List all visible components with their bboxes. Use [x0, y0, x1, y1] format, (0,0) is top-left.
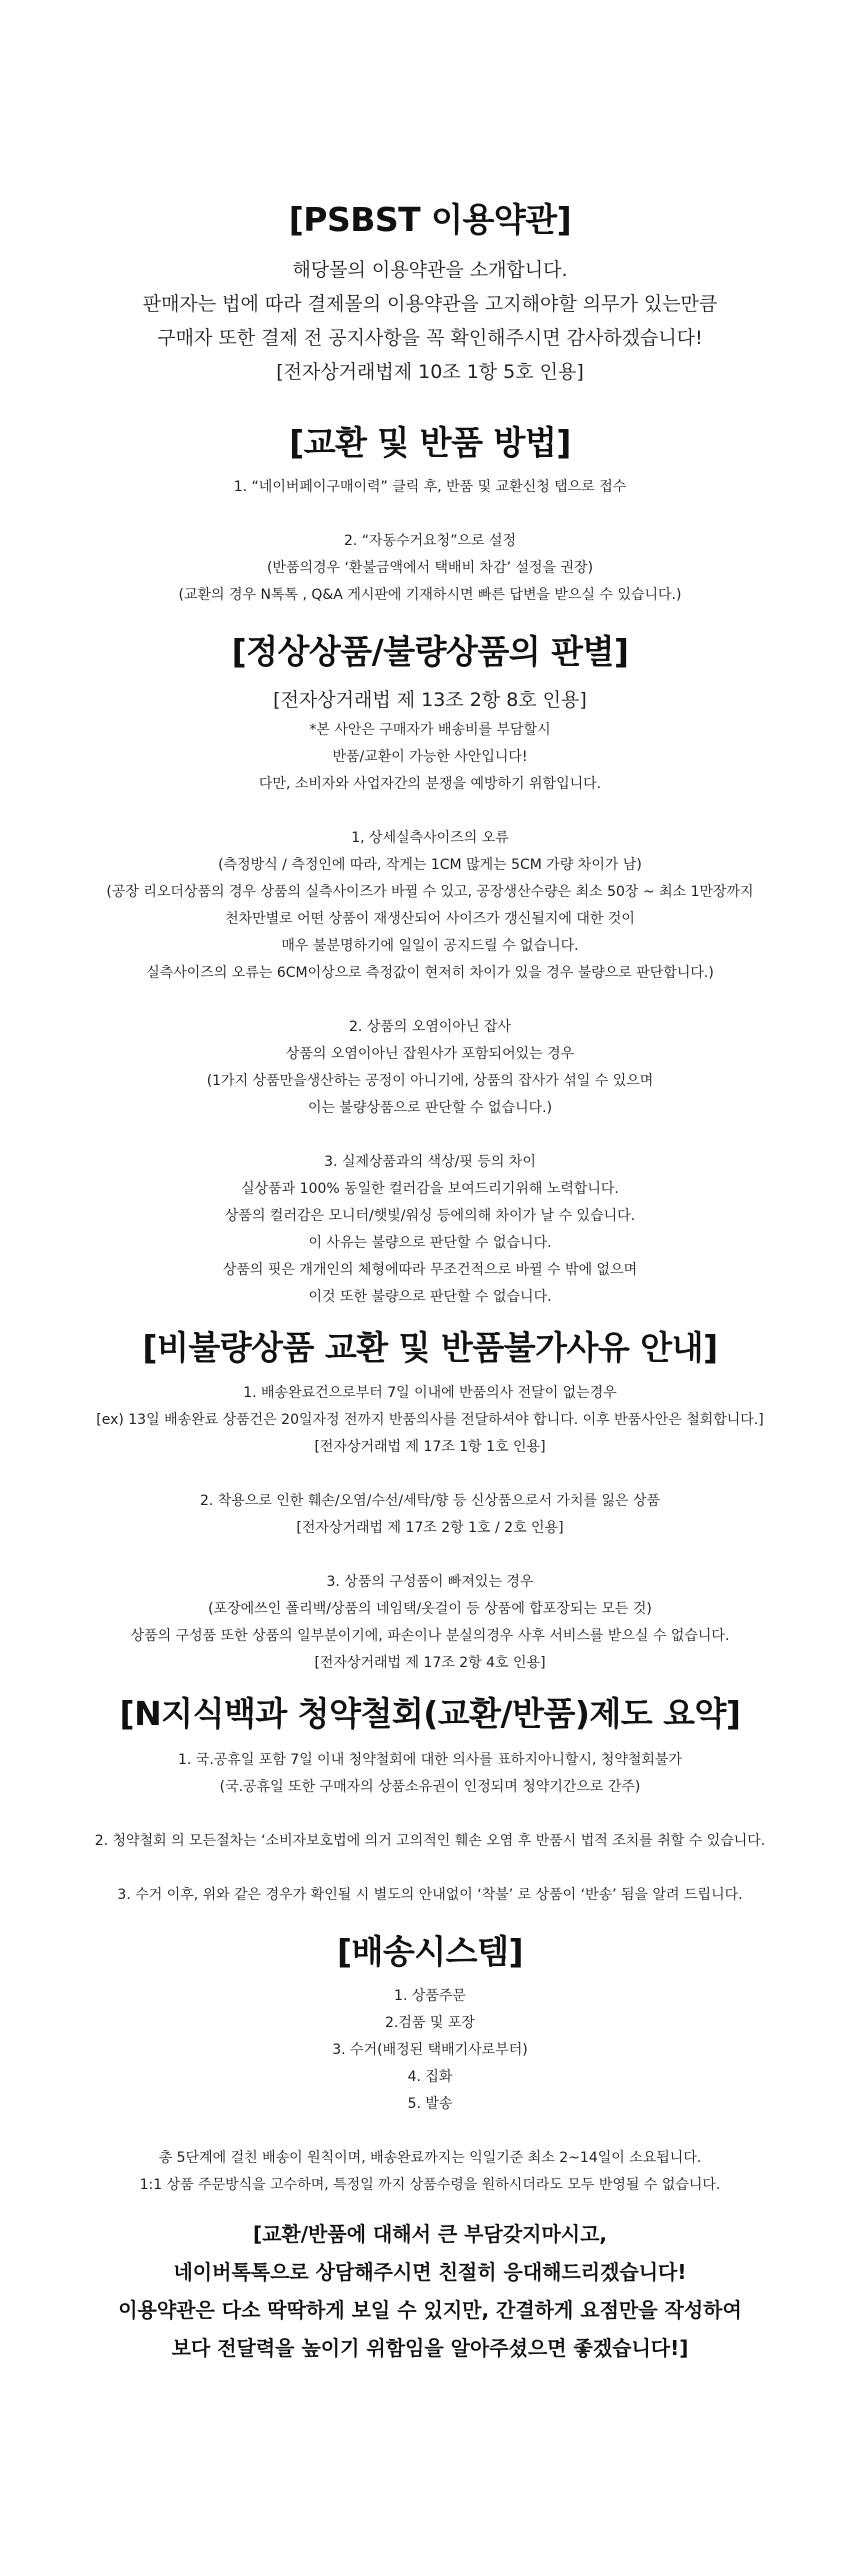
withdrawal-text: [0, 1747, 860, 1909]
nondefect-item2-line: [전자상거래법 제 17조 2항 1호 / 2호 인용]: [296, 1520, 564, 1536]
defect-item3-line: 3. 실제상품과의 색상/핏 등의 차이: [324, 1154, 536, 1170]
terms-title: [PSBST 이용약관]: [288, 200, 572, 239]
defect-note: 반품/교환이 가능한 사안입니다!: [332, 749, 528, 765]
defect-item2-line: 상품의 오염이아닌 잡원사가 포함되어있는 경우: [285, 1046, 575, 1062]
exchange-line: 1. “네이버페이구매이력” 클릭 후, 반품 및 교환신청 탭으로 접수: [233, 479, 627, 495]
nondefect-item1-line: 1. 배송완료건으로부터 7일 이내에 반품의사 전달이 없는경우: [243, 1385, 617, 1401]
exchange-text: [0, 474, 860, 609]
nondefect-item2-line: 2. 착용으로 인한 훼손/오염/수선/세탁/향 등 신상품으로서 가치를 잃은 상품: [199, 1493, 661, 1509]
delivery-title: [배송시스템]: [336, 1932, 524, 1971]
defect-item1-line: (공장 리오더상품의 경우 상품의 실측사이즈가 바뀔 수 있고, 공장생산수량은 최소 50장 ~ 최소 1만장까지: [106, 884, 754, 900]
delivery-step: 1. 상품주문: [394, 1988, 466, 2004]
defect-note: *본 사안은 구매자가 배송비를 부담할시: [309, 722, 551, 738]
delivery-step: 3. 수거(배정된 택배기사로부터): [332, 2042, 528, 2058]
intro-line: 구매자 또한 결제 전 공지사항을 꼭 확인해주시면 감사하겠습니다!: [157, 327, 703, 349]
intro-text: [0, 253, 860, 389]
exchange-line: 2. “자동수거요청”으로 설정: [343, 533, 516, 549]
closing-line: 보다 전달력을 높이기 위함임을 알아주셨으면 좋겠습니다!]: [171, 2336, 689, 2360]
defect-item3-line: 상품의 핏은 개개인의 체형에따라 무조건적으로 바뀔 수 밖에 없으며: [222, 1262, 638, 1278]
delivery-step: 2.검품 및 포장: [385, 2015, 475, 2031]
withdrawal-item3-line: 3. 수거 이후, 위와 같은 경우가 확인될 시 별도의 안내없이 ‘착불’ 로 상품이 ‘반송’ 됨을 알려 드립니다.: [117, 1887, 743, 1903]
exchange-title: [교환 및 반품 방법]: [289, 423, 571, 462]
defect-item2-line: 이는 불량상품으로 판단할 수 없습니다.): [307, 1100, 553, 1116]
nondefect-item3-line: (포장에쓰인 폴리백/상품의 네임택/옷걸이 등 상품에 합포장되는 모든 것): [208, 1601, 652, 1617]
withdrawal-title: [N지식백과 청약철회(교환/반품)제도 요약]: [119, 1694, 741, 1733]
delivery-step: 4. 집화: [407, 2069, 453, 2085]
withdrawal-item1-line: 1. 국.공휴일 포함 7일 이내 청약철회에 대한 의사를 표하지아니할시, 청약철회불가: [178, 1752, 682, 1768]
withdrawal-item2-line: 2. 청약철회 의 모든절차는 ‘소비자보호법에 의거 고의적인 훼손 오염 후 반품시 법적 조치를 취할 수 있습니다.: [94, 1833, 766, 1849]
defect-item1-line: 매우 불분명하기에 일일이 공지드릴 수 없습니다.: [281, 938, 579, 954]
defect-item1-line: (측정방식 / 측정인에 따라, 작게는 1CM 많게는 5CM 가량 차이가 남): [218, 857, 642, 873]
delivery-note: 총 5단계에 걸친 배송이 원칙이며, 배송완료까지는 익일기준 최소 2~14일이 소요됩니다.: [158, 2150, 702, 2166]
defect-text: [0, 717, 860, 1311]
defect-item1-line: 천차만별로 어떤 상품이 재생산되어 사이즈가 갱신될지에 대한 것이: [225, 911, 635, 927]
nondefect-item3-line: [전자상거래법 제 17조 2항 4호 인용]: [314, 1655, 546, 1671]
defect-item3-line: 실상품과 100% 동일한 컬러감을 보여드리기위해 노력합니다.: [241, 1181, 619, 1197]
intro-line: [전자상거래법제 10조 1항 5호 인용]: [276, 361, 584, 383]
defect-note: 다만, 소비자와 사업자간의 분쟁을 예방하기 위함입니다.: [258, 776, 602, 792]
defect-item2-line: 2. 상품의 오염이아닌 잡사: [349, 1019, 511, 1035]
defect-title: [정상상품/불량상품의 판별]: [231, 632, 629, 671]
nondefect-item1-line: [ex) 13일 배송완료 상품건은 20일자정 전까지 반품의사를 전달하셔야 합니다. 이후 반품사안은 철회합니다.]: [96, 1412, 764, 1428]
closing-message: [0, 2215, 860, 2367]
intro-line: 해당몰의 이용약관을 소개합니다.: [292, 259, 568, 281]
closing-line: [교환/반품에 대해서 큰 부담갖지마시고,: [252, 2222, 608, 2246]
exchange-line: (반품의경우 ‘환불금액에서 택배비 차감’ 설정을 권장): [266, 560, 594, 576]
nondefect-item3-line: 상품의 구성품 또한 상품의 일부분이기에, 파손이나 분실의경우 사후 서비스를 받으실 수 없습니다.: [130, 1628, 730, 1644]
delivery-step: 5. 발송: [407, 2096, 453, 2112]
delivery-note: 1:1 상품 주문방식을 고수하며, 특정일 까지 상품수령을 원하시더라도 모두 반영될 수 없습니다.: [139, 2177, 721, 2193]
nondefect-text: [0, 1380, 860, 1677]
closing-line: 이용약관은 다소 딱딱하게 보일 수 있지만, 간결하게 요점만을 작성하여: [118, 2298, 742, 2322]
defect-item3-line: 이 사유는 불량으로 판단할 수 없습니다.: [308, 1235, 552, 1251]
nondefect-title: [비불량상품 교환 및 반품불가사유 안내]: [142, 1328, 718, 1367]
defect-subtitle: [전자상거래법 제 13조 2항 8호 인용]: [273, 689, 587, 711]
intro-line: 판매자는 법에 따라 결제몰의 이용약관을 고지해야할 의무가 있는만큼: [142, 293, 718, 315]
delivery-text: [0, 1983, 860, 2199]
exchange-line: (교환의 경우 N톡톡 , Q&A 게시판에 기재하시면 빠른 답변을 받으실 수 있습니다.): [178, 587, 682, 603]
nondefect-item1-line: [전자상거래법 제 17조 1항 1호 인용]: [314, 1439, 546, 1455]
closing-line: 네이버톡톡으로 상담해주시면 친절히 응대해드리겠습니다!: [173, 2260, 687, 2284]
defect-item3-line: 상품의 컬러감은 모니터/햇빛/워싱 등에의해 차이가 날 수 있습니다.: [224, 1208, 636, 1224]
defect-item1-line: 실측사이즈의 오류는 6CM이상으로 측정값이 현저히 차이가 있을 경우 불량으로 판단합니다.): [146, 965, 714, 981]
withdrawal-item1-line: (국.공휴일 또한 구매자의 상품소유권이 인정되며 청약기간으로 간주): [219, 1779, 641, 1795]
defect-item3-line: 이것 또한 불량으로 판단할 수 없습니다.: [308, 1289, 552, 1305]
nondefect-item3-line: 3. 상품의 구성품이 빠져있는 경우: [326, 1574, 534, 1590]
defect-item2-line: (1가지 상품만을생산하는 공정이 아니기에, 상품의 잡사가 섞일 수 있으며: [206, 1073, 654, 1089]
defect-item1-line: 1, 상세실측사이즈의 오류: [351, 830, 509, 846]
